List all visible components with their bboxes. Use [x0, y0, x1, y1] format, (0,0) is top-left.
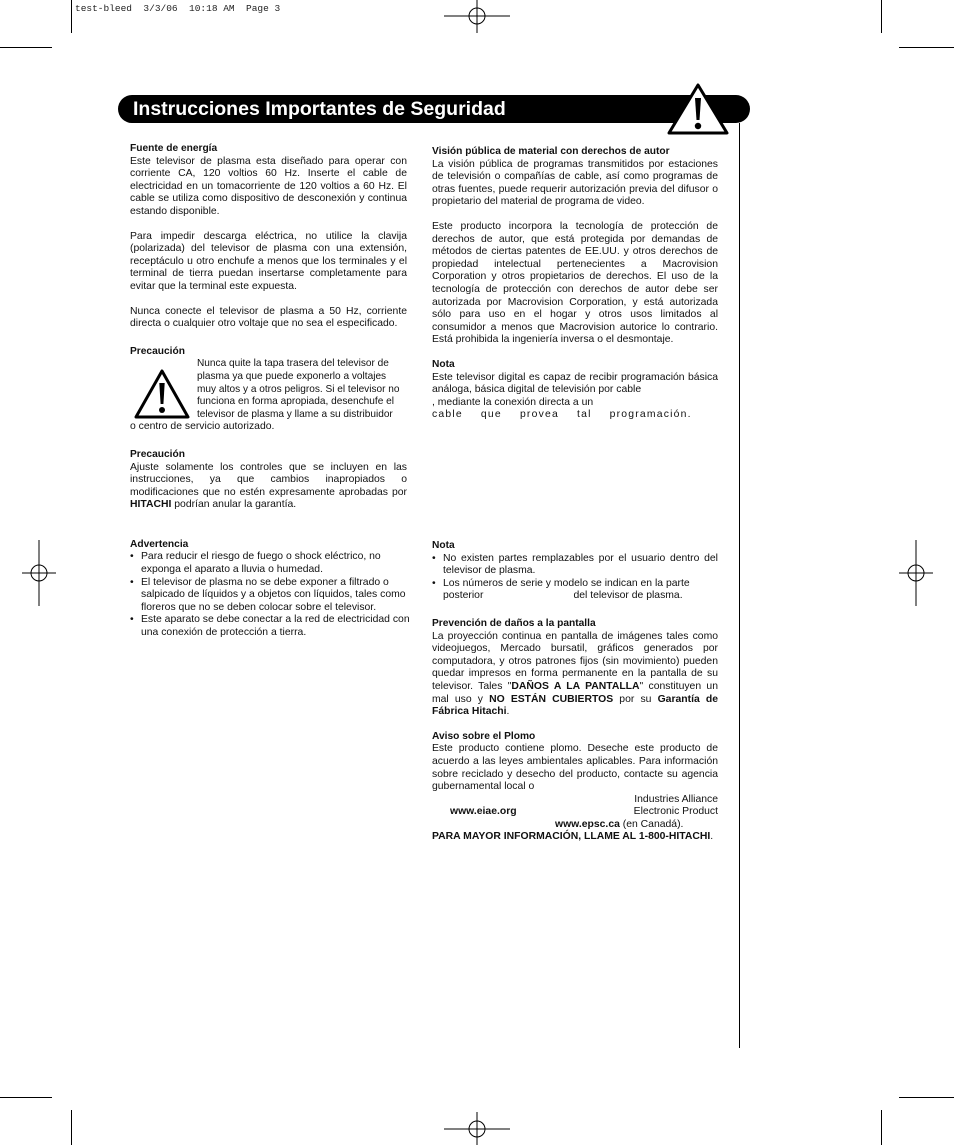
section-heading: Precaución — [130, 448, 185, 460]
screen-section — [432, 618, 718, 719]
copyright-section — [432, 146, 718, 347]
section-heading: Advertencia — [130, 538, 189, 550]
warning-triangle-icon — [666, 82, 730, 136]
list-item: • Para reducir el riesgo de fuego o shock eléctrico, no exponga el aparato a lluvia o humedad. — [130, 551, 412, 576]
section-heading: Nota — [432, 358, 455, 370]
paragraph: Para impedir descarga eléctrica, no utilice la clavija (polarizada) del televisor de plasma con una extensión, receptáculo u otro enchufe a menos que los terminales y el terminal de tierra puedan insertarse completamente para evitar que la terminal este expuesta. — [130, 230, 407, 292]
caution-section — [130, 346, 407, 434]
section-heading: Visión pública de material con derechos de autor — [432, 146, 670, 157]
list-item: • Los números de serie y modelo se indican en la parte posterior del televisor de plasma. — [432, 578, 718, 603]
brand-name: HITACHI — [130, 499, 172, 511]
note-section — [432, 540, 718, 603]
paragraph: , mediante la conexión directa a un — [432, 396, 594, 408]
paragraph: www.epsc.ca (en Canadá). — [555, 818, 684, 830]
registration-mark-icon — [22, 540, 56, 606]
website-link[interactable]: www.eiae.org — [450, 806, 517, 818]
website-link[interactable]: www.epsc.ca — [555, 818, 620, 830]
paragraph: Este televisor digital es capaz de recibir programación básica análoga, básica digital de televisión por cable — [432, 371, 718, 396]
paragraph: Este producto contiene plomo. Deseche este producto de acuerdo a las leyes ambientales aplicables. Para información sobre reciclado y desecho del producto, contacte su agencia gubernamental local o — [432, 743, 718, 793]
warning-triangle-icon — [133, 368, 191, 420]
right-column-lower — [432, 540, 718, 844]
note-section — [432, 359, 718, 422]
section-heading: Precaución — [130, 345, 185, 357]
left-column — [130, 143, 410, 640]
right-column — [432, 146, 718, 422]
section-heading: Prevención de daños a la pantalla — [432, 617, 596, 629]
page-title: Instrucciones Importantes de Seguridad — [133, 98, 506, 120]
caution-section — [130, 449, 407, 512]
list-item: • El televisor de plasma no se debe exponer a filtrado o salpicado de líquidos y a objetos con líquidos, tales como floreros que no se deben colocar sobre el televisor. — [130, 577, 412, 615]
list-item: • Este aparato se debe conectar a la red de electricidad con una conexión de protección a tierra. — [130, 614, 412, 639]
paragraph: cable que provea tal programación. — [432, 409, 692, 421]
phone-line: PARA MAYOR INFORMACIÓN, LLAME AL 1-800-HITACHI. — [432, 831, 714, 843]
paragraph: Ajuste solamente los controles que se incluyen en las instrucciones, ya que cambios inapropiados o modificaciones que no estén expresamente aprobadas por HITACHI podrían anular la garantía. — [130, 461, 407, 511]
list-item: • No existen partes remplazables por el usuario dentro del televisor de plasma. — [432, 553, 718, 578]
paragraph: Industries Alliance — [634, 793, 718, 805]
power-section — [130, 143, 407, 331]
caution-text-tail: o centro de servicio autorizado. — [130, 421, 275, 433]
registration-mark-icon — [444, 1112, 510, 1145]
paragraph: Este televisor de plasma esta diseñado para operar con corriente CA, 120 voltios 60 Hz. Inserte el cable de electricidad en un tomacorriente de 120 voltios a 60 Hz. El cable se utiliza como dispositivo de desconexión y continua estando disponible. — [130, 155, 407, 217]
caution-text: Nunca quite la tapa trasera del televisor de plasma ya que puede exponerlo a voltajes muy altos y a otros peligros. Si el televisor no funciona en forma apropiada, desenchufe el televisor de plasma y llame a su distribuidor — [197, 358, 400, 420]
registration-mark-icon — [444, 0, 510, 33]
print-slug: test-bleed 3/3/06 10:18 AM Page 3 — [75, 3, 281, 14]
warning-section — [130, 538, 410, 640]
paragraph: Nunca conecte el televisor de plasma a 50 Hz, corriente directa o cualquier otro voltaje que no sea el especificado. — [130, 305, 407, 330]
paragraph: Este producto incorpora la tecnología de protección de derechos de autor, que está protegida por demandas de métodos de ciertas patentes de EE.UU. y otros derechos de propiedad intelectual pertenecientes a Macrovision Corporation y otros propietarios de derechos. El uso de la tecnología de protección con derechos de autor debe ser autorizada por Macrovision Corporation, y está autorizada sólo para uso en el hogar y otros usos limitados al consumidor a menos que Macrovision autorice lo contrario. Está prohibida la ingeniería inversa o el desmontaje. — [432, 220, 718, 346]
section-heading: Fuente de energía — [130, 143, 218, 154]
paragraph: La visión pública de programas transmitidos por estaciones de televisión o compañías de cable, así como programas de otras fuentes, puede requerir autorización previa del difusor o propietario del material de programa de video. — [432, 158, 718, 208]
section-heading: Aviso sobre el Plomo — [432, 730, 536, 742]
registration-mark-icon — [899, 540, 933, 606]
lead-section — [432, 731, 718, 844]
paragraph: www.eiae.org Electronic Product — [450, 806, 718, 818]
section-heading: Nota — [432, 540, 455, 551]
paragraph: La proyección continua en pantalla de imágenes tales como videojuegos, Mercado bursatil, gráficos generados por computadora, y otros patrones fijos (sin movimiento) pueden quedar impresos en forma permanente en la pantalla de su televisor. Tales "DAÑOS A LA PANTALLA" constituyen un mal uso y NO ESTÁN CUBIERTOS por su Garantía de Fábrica Hitachi. — [432, 630, 718, 718]
